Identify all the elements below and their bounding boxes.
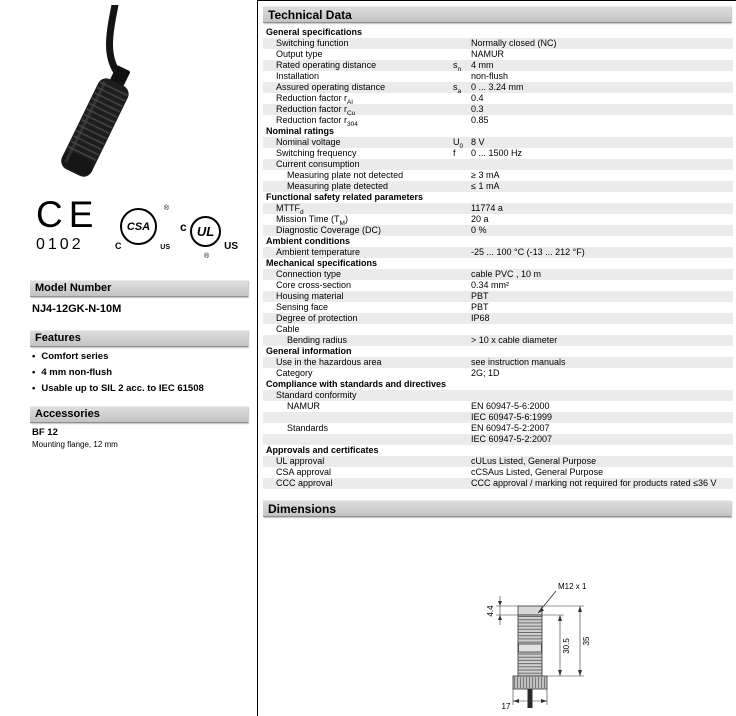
bullet-icon: • [32,351,36,362]
body-band [519,644,542,652]
cable [110,5,120,75]
bullet-icon: • [32,367,36,378]
dimension-label-thread: M12 x 1 [558,582,587,591]
column-divider [257,0,258,716]
sensor-body [58,61,139,180]
ul-logo: UL [190,216,221,247]
accessory-description: Mounting flange, 12 mm [32,440,118,449]
dimension-label-thread-length: 30.5 [562,638,571,654]
technical-data-header-bar [263,6,731,23]
ce-notified-body-number: 0102 [36,236,84,253]
accessory-name: BF 12 [32,427,58,438]
table-row: Category 2G; 1D [276,368,500,378]
ul-canada-label: c [180,220,187,234]
table-row: Connection type cable PVC , 10 m [263,269,733,280]
dimensions-header-bar [263,500,731,517]
features-header-bar [30,330,248,347]
csa-mark [115,205,170,254]
csa-registered-symbol: ® [163,205,169,212]
feature-text: 4 mm non-flush [41,367,113,378]
table-row: Nominal voltage $U_0$ 8 V [263,137,733,148]
table-row: Mission Time $(T_M)$ 20 a [276,214,489,227]
table-row: Cable [276,324,300,334]
ul-mark [180,216,238,258]
bullet-icon: • [32,383,36,394]
table-row: Sensing face PBT [276,302,489,312]
table-row: Rated operating distance $s_n$ 4 mm [263,60,733,71]
table-row: Assured operating distance $s_a$ 0 ... 3.24 mm [263,82,733,93]
dimension-label-front: 4.4 [486,605,495,617]
table-row: Reduction factor $r_{Al}$ 0.4 [276,93,484,106]
model-number-header: Model Number [35,282,112,294]
table-row: Measuring plate detected ≤ 1 mA [263,181,733,192]
feature-text: Comfort series [41,351,109,362]
ul-registered-symbol: ® [204,253,210,260]
table-row: Use in the hazardous area see instruction manuals [263,357,733,368]
table-row: Degree of protection IP68 [263,313,733,324]
model-number-header-bar [30,280,248,297]
table-section-header: Functional safety related parameters [263,192,733,203]
product-photo [15,5,245,195]
table-row: $MTTF_d$ 11774 a [263,203,733,214]
table-row: Housing material PBT [263,291,733,302]
accessories-header: Accessories [35,408,100,420]
table-row: Standards EN 60947-5-2:2007 [287,423,550,433]
table-row: IEC 60947-5-6:1999 [263,412,733,423]
table-row: Bending radius > 10 x cable diameter [263,335,733,346]
table-section-header: Approvals and certificates [263,445,733,456]
sensing-face [518,606,542,615]
feature-item [32,384,248,394]
table-row: IEC 60947-5-2:2007 [263,434,733,445]
table-row: Current consumption [263,159,733,170]
features-list [32,352,248,400]
table-row: Reduction factor $r_{304}$ 0.85 [276,115,489,128]
top-rule [257,0,736,1]
table-section-header: Mechanical specifications [263,258,733,269]
feature-item [32,368,248,378]
table-row: Output type NAMUR [276,49,504,59]
table-section-header: General information [263,346,733,357]
table-row: Reduction factor $r_{Cu}$ 0.3 [263,104,733,115]
ul-us-label: US [224,241,238,252]
feature-item [32,352,248,362]
features-header: Features [35,332,81,344]
table-row: Measuring plate not detected ≥ 3 mA [287,170,500,180]
table-section-header: General specifications [263,27,733,38]
table-section-header: Nominal ratings [263,126,733,137]
table-row: UL approval cULus Listed, General Purpose [263,456,733,467]
table-section-header: Ambient conditions [263,236,733,247]
table-row: Standard conformity [263,390,733,401]
table-row: Diagnostic Coverage (DC) 0 % [263,225,733,236]
table-row: Switching function Normally closed (NC) [263,38,733,49]
table-section-header: Compliance with standards and directives [263,379,733,390]
table-row: Installation non-flush [276,71,509,81]
table-row: Switching frequency f 0 ... 1500 Hz [276,148,523,158]
table-row: CSA approval cCSAus Listed, General Purpose [276,467,604,477]
technical-data-header: Technical Data [268,8,352,22]
csa-us-label: US [160,244,170,251]
cable [528,689,533,708]
dimensions-header: Dimensions [268,502,337,516]
table-row: Ambient temperature -25 ... 100 °C (-13 ... 212 °F) [263,247,733,258]
dimension-label-overall-length: 35 [582,636,591,646]
ce-mark [36,196,99,254]
csa-canada-label: C [115,241,122,251]
feature-text: Usable up to SIL 2 acc. to IEC 61508 [41,383,204,394]
table-row: CCC approval CCC approval / marking not required for products rated ≤36 V [263,478,733,489]
table-row: Core cross-section 0.34 mm² [276,280,510,290]
ce-logo: CE [36,194,100,235]
model-number-value: NJ4-12GK-N-10M [32,303,122,315]
dimension-drawing [430,576,650,716]
csa-logo: CSA [120,208,157,245]
accessories-header-bar [30,406,248,423]
table-row: NAMUR EN 60947-5-6:2000 [287,401,550,411]
dimension-label-width: 17 [501,702,511,711]
technical-table [263,27,733,489]
